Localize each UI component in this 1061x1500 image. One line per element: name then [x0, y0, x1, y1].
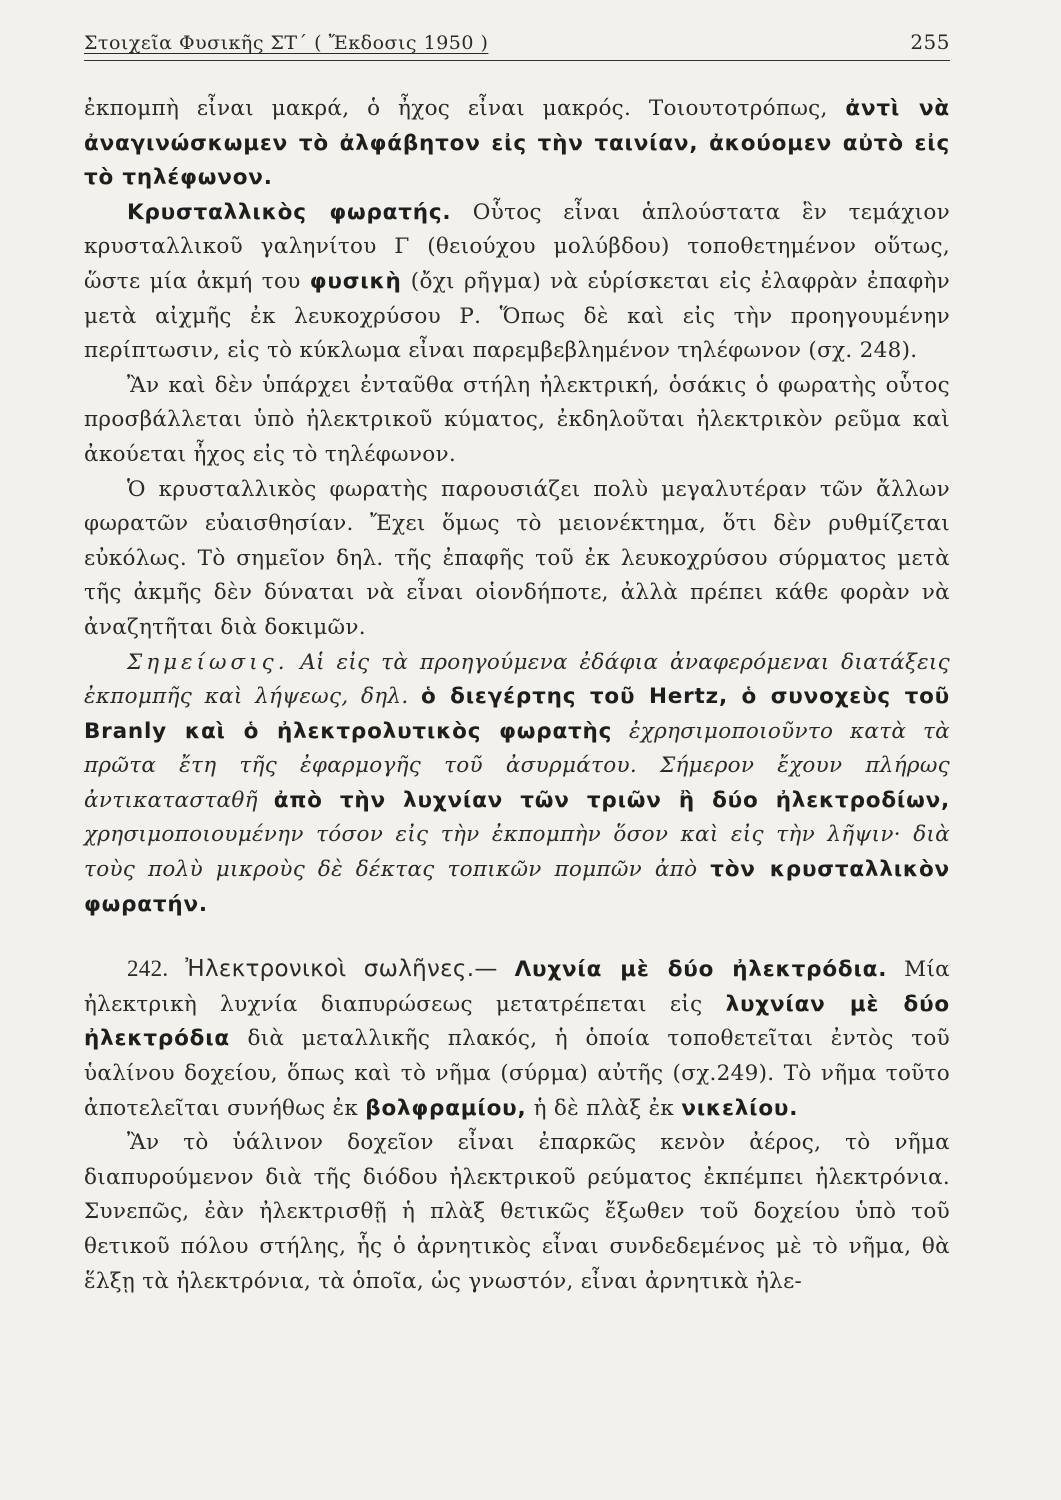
- p3-text: Ἂν καὶ δὲν ὑπάρχει ἐνταῦθα στήλη ἠλεκτρική, ὁσάκις ὁ φωρατὴς οὗτος προσβάλλεται ὑπὸ ἠλεκτρικοῦ κύματος, ἐκδηλοῦται ἠλεκτρικὸν ρεῦμα καὶ ἀκούεται ἦχος εἰς τὸ τηλέφωνον.: [84, 372, 950, 467]
- p2-text-1: Οὗτος εἶναι ἁπλούστατα ἓν τεμάχιον κρυσταλλικοῦ γαληνίτου Γ (θειούχου μολύβδου) τοποθετημένον οὕτως, ὥστε μία ἀκμή του: [84, 199, 950, 294]
- p1-text: ἐκπομπὴ εἶναι μακρά, ὁ ἦχος εἶναι μακρός. Τοιουτοτρόπως,: [84, 96, 828, 121]
- section-242: [84, 952, 950, 1126]
- section-bold-nickel: νικελίου.: [681, 1095, 799, 1121]
- section-bold-1: λυχνίαν μὲ δύο ἠλεκτρόδια: [84, 991, 950, 1052]
- p2-bold-natural: φυσικὴ: [309, 268, 402, 294]
- header-title: Στοιχεῖα Φυσικῆς ΣΤ΄ ( Ἔκδοσις 1950 ): [84, 32, 489, 54]
- section-text-1: Μία ἠλεκτρικὴ λυχνία διαπυρώσεως μετατρέπεται εἰς: [84, 957, 951, 1017]
- note-paragraph: [84, 646, 950, 923]
- paragraph-4: [84, 473, 950, 646]
- crystal-detector-heading: Κρυσταλλικὸς φωρατής.: [127, 199, 452, 225]
- section-title: Ἠλεκτρονικοὶ σωλῆνες.—: [185, 956, 498, 983]
- running-header: [84, 30, 950, 61]
- p6-text: Ἂν τὸ ὑάλινον δοχεῖον εἶναι ἐπαρκῶς κενὸν ἀέρος, τὸ νῆμα διαπυρούμενον διὰ τῆς διόδου ἠλεκτρικοῦ ρεύματος ἐκπέμπει ἠλεκτρόνια. Συνεπῶς, ἐὰν ἠλεκτρισθῇ ἡ πλὰξ θετικῶς ἔξωθεν τοῦ δοχείου ὑπὸ τοῦ θετικοῦ πόλου στήλης, ἧς ὁ ἀρνητικὸς εἶναι συνδεδεμένος μὲ τὸ νῆμα, θὰ ἕλξῃ τὰ ἠλεκτρόνια, τὰ ὁποῖα, ὡς γνωστόν, εἶναι ἀρνητικὰ ἠλε-: [84, 1130, 950, 1294]
- note-bold-3: τὸν κρυσταλλικὸν φωρατήν.: [84, 857, 950, 917]
- note-bold-2: ἀπὸ τὴν λυχνίαν τῶν τριῶν ἢ δύο ἠλεκτροδίων,: [273, 787, 950, 813]
- page-body: [84, 92, 950, 1299]
- page-number: 255: [910, 30, 950, 54]
- note-label: Σημείωσις.: [127, 649, 289, 675]
- section-bold-tungsten: βολφραμίου,: [365, 1095, 527, 1121]
- p4-text: Ὁ κρυσταλλικὸς φωρατὴς παρουσιάζει πολὺ μεγαλυτέραν τῶν ἄλλων φωρατῶν εὐαισθησίαν. Ἔχει ὅμως τὸ μειονέκτημα, ὅτι δὲν ρυθμίζεται εὐκόλως. Τὸ σημεῖον δηλ. τῆς ἐπαφῆς τοῦ ἐκ λευκοχρύσου σύρματος μετὰ τῆς ἀκμῆς δὲν δύναται νὰ εἶναι οἱονδήποτε, ἀλλὰ πρέπει κάθε φορὰν νὰ ἀναζητῆται διὰ δοκιμῶν.: [84, 476, 950, 640]
- note-italic-3: χρησιμοποιουμένην τόσον εἰς τὴν ἐκπομπὴν ὅσον καὶ εἰς τὴν λῆψιν· διὰ τοὺς πολὺ μικροὺς δὲ δέκτας τοπικῶν πομπῶν ἀπὸ: [84, 822, 950, 883]
- note-italic-2: ἐχρησιμοποιοῦντο κατὰ τὰ πρῶτα ἔτη τῆς ἐφαρμογῆς τοῦ ἀσυρμάτου. Σήμερον ἔχουν πλήρως ἀντικατασταθῆ: [84, 718, 950, 813]
- paragraph-6: [84, 1126, 950, 1299]
- section-text-3: ἡ δὲ πλὰξ ἐκ: [533, 1095, 675, 1121]
- paragraph-crystal-detector: [84, 196, 950, 369]
- note-italic-1: Αἱ εἰς τὰ προηγούμενα ἐδάφια ἀναφερόμεναι διατάξεις ἐκπομπῆς καὶ λήψεως, δηλ.: [84, 649, 951, 710]
- paragraph-1: [84, 92, 950, 196]
- section-number: 242.: [127, 956, 169, 982]
- paragraph-3: [84, 369, 950, 473]
- p2-text-2: (ὄχι ρῆγμα) νὰ εὑρίσκεται εἰς ἐλαφρὰν ἐπαφὴν μετὰ αἰχμῆς ἐκ λευκοχρύσου Ρ. Ὅπως δὲ καὶ εἰς τὴν προηγουμένην περίπτωσιν, εἰς τὸ κύκλωμα εἶναι παρεμβεβλημένον τηλέφωνον (σχ. 248).: [84, 268, 950, 364]
- note-bold-1: ὁ διεγέρτης τοῦ Hertz, ὁ συνοχεὺς τοῦ Branly καὶ ὁ ἠλεκτρολυτικὸς φωρατὴς: [84, 684, 950, 744]
- section-subtitle: Λυχνία μὲ δύο ἠλεκτρόδια.: [514, 957, 888, 983]
- p1-bold: ἀντὶ νὰ ἀναγινώσκωμεν τὸ ἀλφάβητον εἰς τὴν ταινίαν, ἀκούομεν αὐτὸ εἰς τὸ τηλέφωνον.: [84, 96, 950, 191]
- section-text-2: διὰ μεταλλικῆς πλακός, ἡ ὁποία τοποθετεῖται ἐντὸς τοῦ ὑαλίνου δοχείου, ὅπως καὶ τὸ νῆμα (σύρμα) αὐτῆς (σχ.249). Τὸ νῆμα τοῦτο ἀποτελεῖται συνήθως ἐκ: [84, 1026, 950, 1121]
